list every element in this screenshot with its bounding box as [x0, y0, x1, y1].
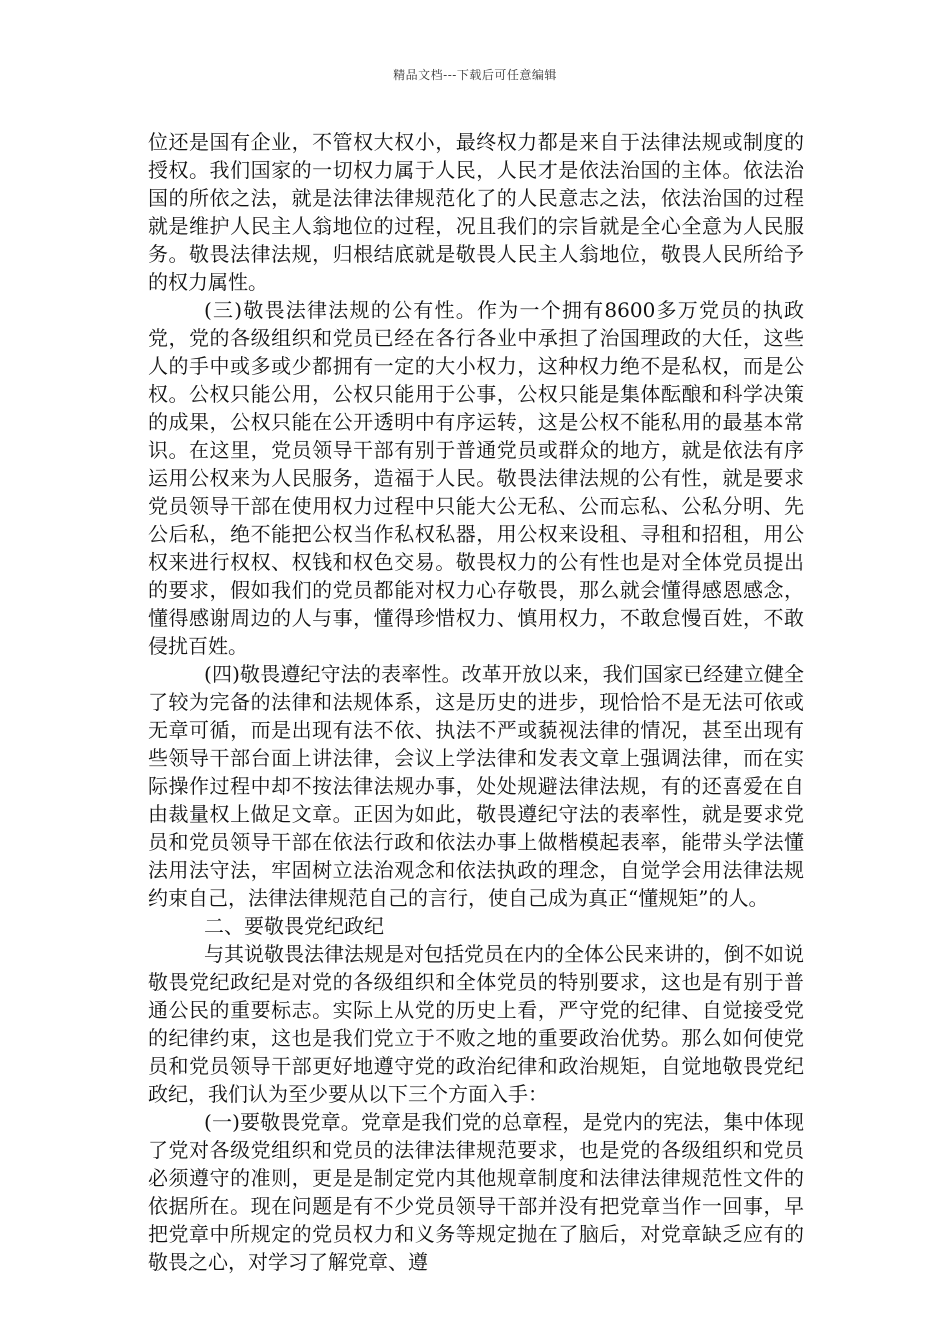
page-header: 精品文档---下载后可任意编辑 [393, 68, 557, 82]
paragraph-intro-2: 与其说敬畏法律法规是对包括党员在内的全体公民来讲的，倒不如说敬畏党纪政纪是对党的各级组织和全体党员的特别要求，这也是有别于普通公民的重要标志。实际上从党的历史上看，严守党的纪律、自觉接受党的纪律约束，这也是我们党立于不败之地的重要政治优势。那么如何使党员和党员领导干部更好地遵守党的政治纪律和政治规矩，自觉地敬畏党纪政纪，我们认为至少要从以下三个方面入手： [148, 942, 804, 1106]
paragraph-subsection-1: (一)要敬畏党章。党章是我们党的总章程，是党内的宪法，集中体现了党对各级党组织和党员的法律法律规范要求，也是党的各级组织和党员必须遵守的准则，更是是制定党内其他规章制度和法律法律规范性文件的依据所在。现在问题是有不少党员领导干部并没有把党章当作一回事，早把党章中所规定的党员权力和义务等规定抛在了脑后，对党章缺乏应有的敬畏之心，对学习了解党章、遵 [148, 1110, 804, 1274]
section-heading-2: 二、要敬畏党纪政纪 [204, 914, 384, 938]
paragraph-section-3: (三)敬畏法律法规的公有性。作为一个拥有8600多万党员的执政党，党的各级组织和党员已经在各行各业中承担了治国理政的大任，这些人的手中或多或少都拥有一定的大小权力，这种权力绝不是私权，而是公权。公权只能公用，公权只能用于公事，公权只能是集体酝酿和科学决策的成果，公权只能在公开透明中有序运转，这是公权不能私用的最基本常识。在这里，党员领导干部有别于普通党员或群众的地方，就是依法有序运用公权来为人民服务，造福于人民。敬畏法律法规的公有性，就是要求党员领导干部在使用权力过程中只能大公无私、公而忘私、公私分明、先公后私，绝不能把公权当作私权私器，用公权来设租、寻租和招租，用公权来进行权权、权钱和权色交易。敬畏权力的公有性也是对全体党员提出的要求，假如我们的党员都能对权力心存敬畏，那么就会懂得感恩感念，懂得感谢周边的人与事，懂得珍惜权力、慎用权力，不敢怠慢百姓，不敢侵扰百姓。 [148, 298, 804, 658]
document-body [148, 128, 804, 1276]
paragraph-section-4: (四)敬畏遵纪守法的表率性。改革开放以来，我们国家已经建立健全了较为完备的法律和法规体系，这是历史的进步，现恰恰不是无法可依或无章可循，而是出现有法不依、执法不严或藐视法律的情况，甚至出现有些领导干部台面上讲法律，会议上学法律和发表文章上强调法律，而在实际操作过程中却不按法律法规办事，处处规避法律法规，有的还喜爱在自由裁量权上做足文章。正因为如此，敬畏遵纪守法的表率性，就是要求党员和党员领导干部在依法行政和依法办事上做楷模起表率，能带头学法懂法用法守法，牢固树立法治观念和依法执政的理念，自觉学会用法律法规约束自己，法律法律规范自己的言行，使自己成为真正“懂规矩”的人。 [148, 662, 804, 910]
paragraph-continuation: 位还是国有企业，不管权大权小，最终权力都是来自于法律法规或制度的授权。我们国家的一切权力属于人民，人民才是依法治国的主体。依法治国的所依之法，就是法律法律规范化了的人民意志之法，依法治国的过程就是维护人民主人翁地位的过程，况且我们的宗旨就是全心全意为人民服务。敬畏法律法规，归根结底就是敬畏人民主人翁地位，敬畏人民所给予的权力属性。 [148, 130, 804, 294]
